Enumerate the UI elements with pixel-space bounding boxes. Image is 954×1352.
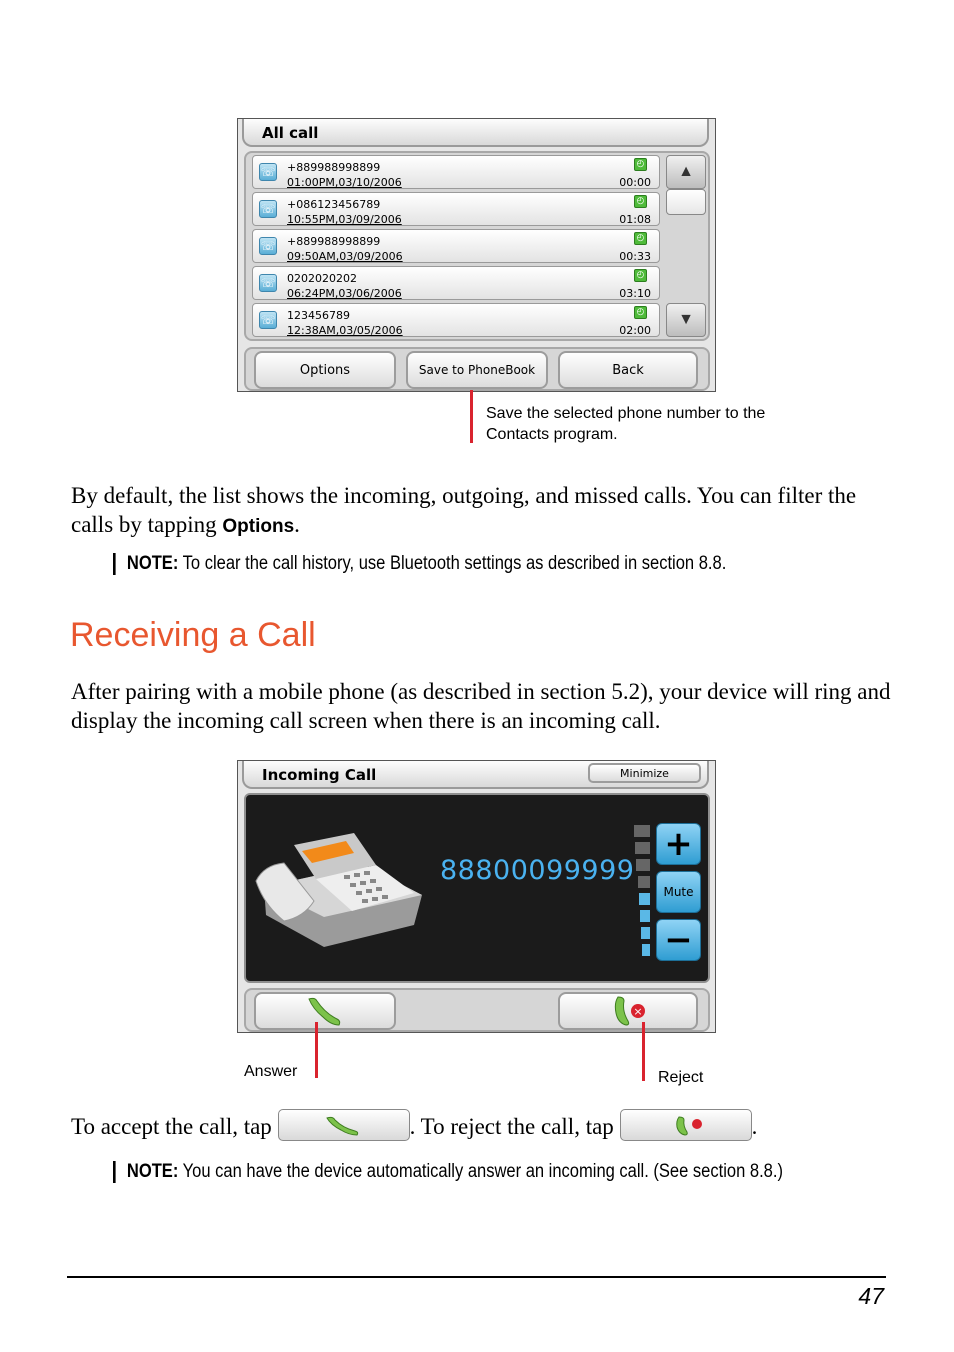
call-row[interactable] xyxy=(252,192,660,226)
paragraph-call-list: By default, the list shows the incoming, outgoing, and missed calls. You can filter the calls by tapping Options. xyxy=(71,483,857,537)
reject-callout-text: Reject xyxy=(658,1069,704,1086)
clock-icon: ◴ xyxy=(634,269,647,282)
all-call-title: All call xyxy=(242,119,709,147)
paragraph-accept-reject: To accept the call, tap . To reject the call, tap . xyxy=(71,1112,931,1145)
incoming-call-title: Incoming Call xyxy=(242,761,709,789)
call-duration: 00:33 xyxy=(619,250,651,263)
save-callout-text: Save the selected phone number to the Contacts program. xyxy=(486,405,766,443)
answer-callout-text: Answer xyxy=(244,1063,298,1080)
triangle-up-icon: ▲ xyxy=(678,163,694,180)
phone-icon: ☏ xyxy=(260,165,276,179)
section-heading: Receiving a Call xyxy=(70,616,316,654)
phone-icon: ☏ xyxy=(260,276,276,290)
clock-icon: ◴ xyxy=(634,306,647,319)
call-datetime: 01:00PM,03/10/2006 xyxy=(287,176,402,189)
call-duration: 00:00 xyxy=(619,176,651,189)
button-bar xyxy=(244,347,710,391)
options-term: Options xyxy=(222,516,295,537)
volume-bar xyxy=(640,910,650,922)
call-row[interactable] xyxy=(252,303,660,337)
call-number: +889988998899 xyxy=(287,161,381,174)
answer-handset-icon xyxy=(305,995,345,1027)
volume-down-button[interactable] xyxy=(656,919,701,961)
phone-icon: ☏ xyxy=(260,313,276,327)
page-number: 47 xyxy=(858,1283,884,1309)
clock-icon: ◴ xyxy=(634,232,647,245)
volume-bar xyxy=(642,944,650,956)
call-number: +086123456789 xyxy=(287,198,381,211)
volume-bar xyxy=(636,859,650,871)
triangle-down-icon: ▼ xyxy=(678,311,694,328)
scroll-thumb[interactable] xyxy=(666,189,706,215)
plus-icon: + xyxy=(664,824,693,864)
call-row[interactable] xyxy=(252,229,660,263)
options-button[interactable]: Options xyxy=(254,351,396,389)
call-datetime: 12:38AM,03/05/2006 xyxy=(287,324,403,337)
phone-icon: ☏ xyxy=(260,239,276,253)
call-duration: 02:00 xyxy=(619,324,651,337)
volume-up-button[interactable] xyxy=(656,823,701,865)
phone-icon: ☏ xyxy=(260,202,276,216)
call-datetime: 09:50AM,03/09/2006 xyxy=(287,250,403,263)
save-callout-line xyxy=(470,390,473,443)
volume-bar xyxy=(634,825,650,837)
svg-text:×: × xyxy=(633,1005,643,1018)
call-datetime: 06:24PM,03/06/2006 xyxy=(287,287,402,300)
volume-bar xyxy=(635,842,650,854)
call-display-panel xyxy=(244,793,710,983)
answer-callout-line xyxy=(315,1022,318,1078)
footer-rule xyxy=(67,1276,886,1278)
volume-bar xyxy=(641,927,650,939)
answer-button[interactable] xyxy=(254,992,396,1030)
paragraph-receiving: After pairing with a mobile phone (as described in section 5.2), your device will ring and display the incoming call screen when there is an incoming call. xyxy=(71,679,891,733)
reject-handset-icon xyxy=(671,1116,711,1136)
back-button[interactable]: Back xyxy=(558,351,698,389)
minimize-button[interactable]: Minimize xyxy=(588,763,701,783)
telephone-icon xyxy=(254,825,424,950)
clock-icon: ◴ xyxy=(634,158,647,171)
minus-icon: − xyxy=(664,920,693,960)
answer-handset-icon xyxy=(325,1116,365,1136)
all-call-screen xyxy=(237,118,716,392)
call-action-bar xyxy=(244,988,710,1032)
caller-number: 88800099999 xyxy=(440,855,635,886)
scroll-down-button[interactable] xyxy=(666,303,706,337)
note-clear-history: NOTE: To clear the call history, use Bluetooth settings as described in section 8.8. xyxy=(113,553,726,575)
inline-answer-button xyxy=(278,1109,410,1141)
volume-bar xyxy=(638,876,650,888)
call-row[interactable] xyxy=(252,266,660,300)
call-datetime: 10:55PM,03/09/2006 xyxy=(287,213,402,226)
call-number: 123456789 xyxy=(287,309,350,322)
clock-icon: ◴ xyxy=(634,195,647,208)
reject-button[interactable] xyxy=(558,992,698,1030)
call-row[interactable] xyxy=(252,155,660,189)
call-duration: 01:08 xyxy=(619,213,651,226)
inline-reject-button xyxy=(620,1109,752,1141)
volume-bar xyxy=(639,893,650,905)
call-duration: 03:10 xyxy=(619,287,651,300)
save-to-phonebook-button[interactable]: Save to PhoneBook xyxy=(406,351,548,389)
incoming-call-screen xyxy=(237,760,716,1033)
note-auto-answer: NOTE: You can have the device automatically answer an incoming call. (See section 8.8.) xyxy=(113,1161,783,1183)
call-number: +889988998899 xyxy=(287,235,381,248)
scroll-up-button[interactable] xyxy=(666,155,706,189)
mute-button[interactable]: Mute xyxy=(656,871,701,913)
call-number: 0202020202 xyxy=(287,272,357,285)
call-list-panel xyxy=(244,151,710,341)
reject-callout-line xyxy=(642,1022,645,1081)
